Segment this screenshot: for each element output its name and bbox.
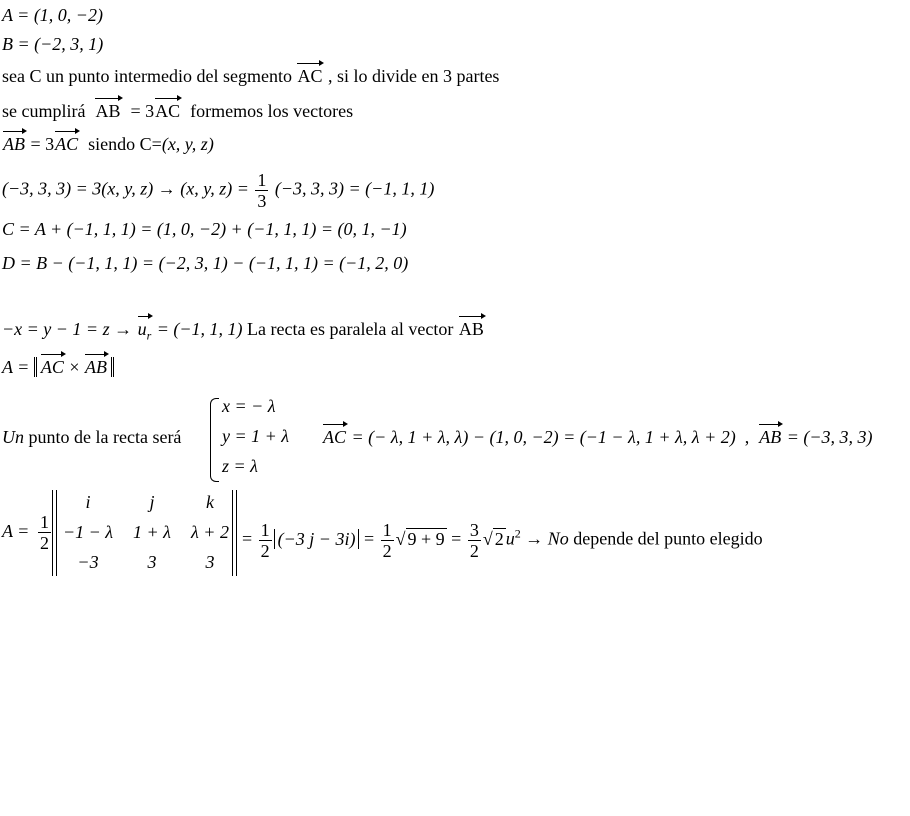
no-text: No bbox=[547, 528, 569, 549]
unit-u: u bbox=[505, 528, 515, 549]
vector-ac-label: AC bbox=[297, 66, 323, 86]
line-area-formula bbox=[2, 356, 114, 378]
system-row-x: x = − λ bbox=[222, 396, 276, 416]
condition-eq: = 3 bbox=[130, 101, 155, 121]
separator-comma: , bbox=[744, 427, 750, 447]
matrix-cell-r3c2: 3 bbox=[147, 552, 157, 572]
line-point-b bbox=[2, 33, 103, 55]
un-text: Un bbox=[2, 427, 24, 447]
fraction-numerator: 3 bbox=[469, 520, 479, 540]
unit-exponent: 2 bbox=[514, 526, 521, 541]
point-a-text: A = (1, 0, −2) bbox=[2, 5, 103, 25]
solve-lhs: (−3, 3, 3) = 3(x, y, z) → (x, y, z) = bbox=[2, 178, 249, 199]
vector-ab: AB bbox=[759, 427, 782, 447]
matrix-cell-i: i bbox=[85, 492, 91, 512]
direction-vector bbox=[137, 318, 153, 347]
intro-text: sea C un punto intermedio del segmento bbox=[2, 66, 292, 86]
area-lhs: A = bbox=[2, 357, 30, 377]
radicand: 9 + 9 bbox=[407, 528, 445, 549]
vector-ab-label: AB bbox=[458, 319, 484, 339]
vector-ac-label: AC bbox=[155, 101, 181, 121]
condition-text-end: formemos los vectores bbox=[190, 101, 354, 121]
siendo-text: siendo C= bbox=[88, 134, 162, 154]
equals-sign: = bbox=[451, 528, 462, 549]
equals-sign: = bbox=[242, 528, 253, 549]
matrix-cell-r2c1: −1 − λ bbox=[62, 522, 114, 542]
line-generic-point bbox=[2, 426, 181, 448]
matrix-cell-r2c2: 1 + λ bbox=[133, 522, 171, 542]
intro-text-end: , si lo divide en 3 partes bbox=[327, 66, 500, 86]
ac-parametric-value: = (− λ, 1 + λ, λ) − (1, 0, −2) = (−1 − λ, 1 + λ, λ + 2) bbox=[351, 427, 736, 447]
line-point-c bbox=[2, 218, 407, 240]
fraction-one-half bbox=[259, 520, 272, 561]
direction-vector-u: u bbox=[137, 319, 147, 339]
line-point-a bbox=[2, 4, 103, 26]
cross-product-norm bbox=[34, 357, 114, 377]
system-row-z: z = λ bbox=[222, 456, 258, 476]
direction-value: = (−1, 1, 1) bbox=[156, 319, 243, 339]
c-coords: (x, y, z) bbox=[161, 134, 214, 154]
generic-point-text: punto de la recta será bbox=[28, 427, 182, 447]
ab-value: = (−3, 3, 3) bbox=[786, 427, 873, 447]
line-point-d bbox=[2, 252, 408, 274]
point-d-calc: D = B − (−1, 1, 1) = (−2, 3, 1) − (−1, 1, 1) = (−1, 2, 0) bbox=[2, 253, 409, 273]
vector-ac: AC bbox=[323, 427, 347, 447]
fraction-denominator: 2 bbox=[260, 541, 270, 561]
fraction-denominator: 2 bbox=[469, 541, 479, 561]
sqrt-two: √ 2 bbox=[482, 528, 504, 549]
radicand: 2 bbox=[494, 528, 504, 549]
vector-ac: AC bbox=[40, 357, 64, 377]
point-c-calc: C = A + (−1, 1, 1) = (1, 0, −2) + (−1, 1, 1) = (0, 1, −1) bbox=[2, 219, 407, 239]
line-ac-parametric bbox=[322, 426, 873, 448]
system-row-y: y = 1 + λ bbox=[222, 426, 290, 446]
fraction-denominator: 2 bbox=[382, 541, 392, 561]
matrix-left-bar-2 bbox=[56, 490, 57, 576]
vector-eq-sign: = 3 bbox=[30, 134, 55, 154]
system-brace bbox=[210, 398, 219, 482]
condition-text: se cumplirá bbox=[2, 101, 86, 121]
fraction-numerator: 1 bbox=[260, 520, 270, 540]
matrix-cell-r3c3: 3 bbox=[205, 552, 215, 572]
fraction-one-half bbox=[381, 520, 394, 561]
direction-vector-subscript: r bbox=[146, 328, 152, 343]
fraction-numerator: 1 bbox=[257, 170, 267, 190]
matrix-cell-r2c3: λ + 2 bbox=[191, 522, 229, 542]
line-intro bbox=[2, 65, 499, 87]
line-direction bbox=[2, 318, 485, 347]
parallel-text: La recta es paralela al vector bbox=[247, 319, 454, 339]
conclusion-text: depende del punto elegido bbox=[573, 528, 763, 549]
point-b-text: B = (−2, 3, 1) bbox=[2, 34, 104, 54]
vector-ab: AB bbox=[85, 357, 107, 377]
line-solve bbox=[2, 170, 434, 211]
sqrt-nine-plus-nine: √ 9 + 9 bbox=[395, 528, 445, 549]
fraction-numerator: 1 bbox=[40, 512, 49, 532]
vector-ac: AC bbox=[55, 134, 79, 154]
fraction-three-halves bbox=[468, 520, 481, 561]
matrix-cell-j: j bbox=[149, 492, 155, 512]
vector-ab-label: AB bbox=[95, 101, 121, 121]
fraction-denominator: 2 bbox=[40, 533, 49, 553]
line-vector-eq bbox=[2, 133, 214, 155]
implies-arrow: → bbox=[525, 528, 544, 549]
fraction-numerator: 1 bbox=[382, 520, 392, 540]
final-a-eq: A = bbox=[2, 521, 30, 541]
matrix-cell-r3c1: −3 bbox=[77, 552, 99, 572]
solve-rhs: (−3, 3, 3) = (−1, 1, 1) bbox=[274, 178, 435, 199]
fraction-denominator: 3 bbox=[257, 191, 267, 211]
matrix-left-bar-1 bbox=[52, 490, 53, 576]
line-equation: −x = y − 1 = z → bbox=[2, 319, 133, 339]
fraction-one-half bbox=[38, 512, 51, 553]
vector-ab: AB bbox=[3, 134, 25, 154]
final-result bbox=[242, 520, 763, 561]
cross-symbol: × bbox=[69, 357, 80, 377]
fraction-one-third bbox=[255, 170, 268, 211]
matrix-cell-k: k bbox=[206, 492, 214, 512]
abs-expression: (−3 j − 3i) bbox=[274, 529, 360, 549]
equals-sign: = bbox=[363, 528, 375, 549]
line-condition bbox=[2, 100, 353, 122]
